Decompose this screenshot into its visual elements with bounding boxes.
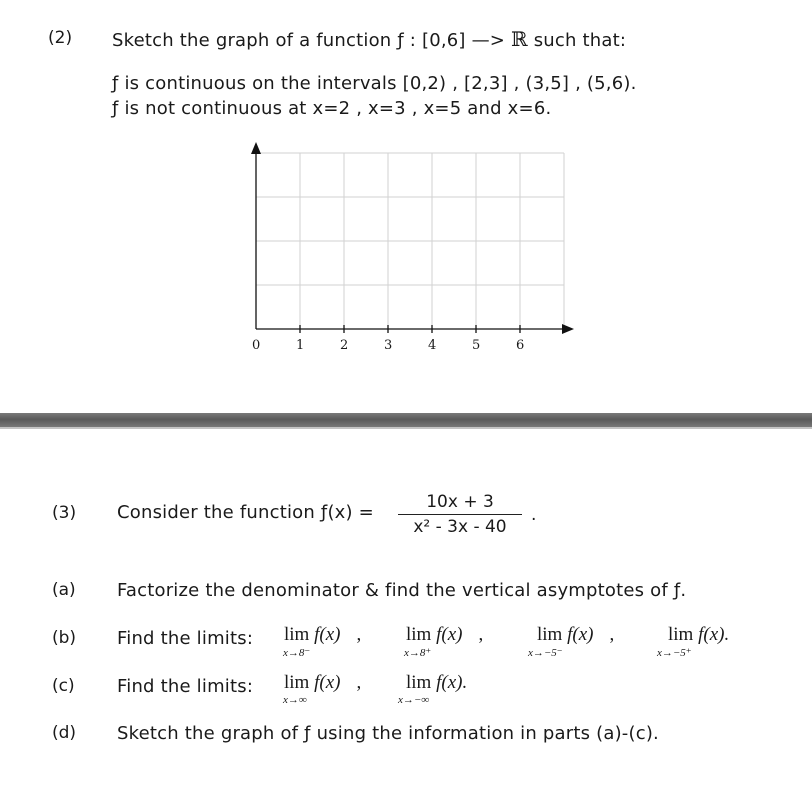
such-that-text: such that: — [527, 30, 627, 51]
y-axis-arrow-icon — [251, 142, 261, 154]
axis-tick-label: 5 — [472, 338, 481, 353]
part-a-text: Factorize the denominator & find the vertical asymptotes of ƒ. — [117, 580, 687, 601]
axis-tick-label: 0 — [252, 338, 261, 353]
limit-expression: lim f(x) , — [284, 672, 362, 693]
reals-symbol: ℝ — [510, 27, 528, 51]
function-definition: Consider the function ƒ(x) = — [117, 502, 374, 523]
axis-tick-label: 2 — [340, 338, 349, 353]
limit-expression: lim f(x). — [668, 624, 730, 645]
problem-3-number: (3) — [52, 503, 77, 523]
limit-subscript: x→−∞ — [398, 694, 430, 706]
part-b-text: Find the limits: — [117, 628, 254, 649]
part-b-label: (b) — [52, 628, 77, 648]
fraction-denominator: x² - 3x - 40 — [413, 517, 507, 537]
axis-tick-label: 4 — [428, 338, 437, 353]
problem-2-prompt — [112, 27, 626, 51]
domain-text: : [0,6] —> — [403, 30, 511, 51]
limit-expression: lim f(x). — [406, 672, 468, 693]
part-a-label: (a) — [52, 580, 76, 600]
definition-period: . — [531, 505, 537, 525]
part-d-label: (d) — [52, 723, 77, 743]
part-c-label: (c) — [52, 676, 75, 696]
prompt-text: Sketch the graph of a function — [112, 30, 398, 51]
problem-2-number: (2) — [48, 28, 73, 48]
axis-tick-label: 3 — [384, 338, 393, 353]
limit-expression: lim f(x) , — [284, 624, 362, 645]
function-symbol: ƒ — [397, 30, 404, 51]
part-d-text: Sketch the graph of ƒ using the information in parts (a)-(c). — [117, 723, 659, 744]
fraction-numerator: 10x + 3 — [426, 492, 494, 512]
discontinuity-line: ƒ is not continuous at x=2 , x=3 , x=5 and x=6. — [112, 98, 552, 119]
grid-lines — [256, 153, 564, 329]
limit-subscript: x→∞ — [283, 694, 307, 706]
limit-subscript: x→8⁺ — [404, 647, 432, 659]
x-axis-arrow-icon — [562, 324, 574, 334]
sketch-grid — [240, 140, 585, 370]
axis-tick-label: 1 — [296, 338, 305, 353]
fraction-bar — [398, 514, 522, 515]
limit-subscript: x→−5⁺ — [657, 647, 692, 659]
section-divider — [0, 413, 812, 429]
part-c-text: Find the limits: — [117, 676, 254, 697]
limit-expression: lim f(x) , — [537, 624, 615, 645]
limit-subscript: x→−5⁻ — [528, 647, 563, 659]
limit-subscript: x→8⁻ — [283, 647, 311, 659]
axis-tick-label: 6 — [516, 338, 525, 353]
limit-expression: lim f(x) , — [406, 624, 484, 645]
fraction — [398, 492, 522, 537]
continuity-line: ƒ is continuous on the intervals [0,2) , [2,3] , (3,5] , (5,6). — [112, 73, 637, 94]
